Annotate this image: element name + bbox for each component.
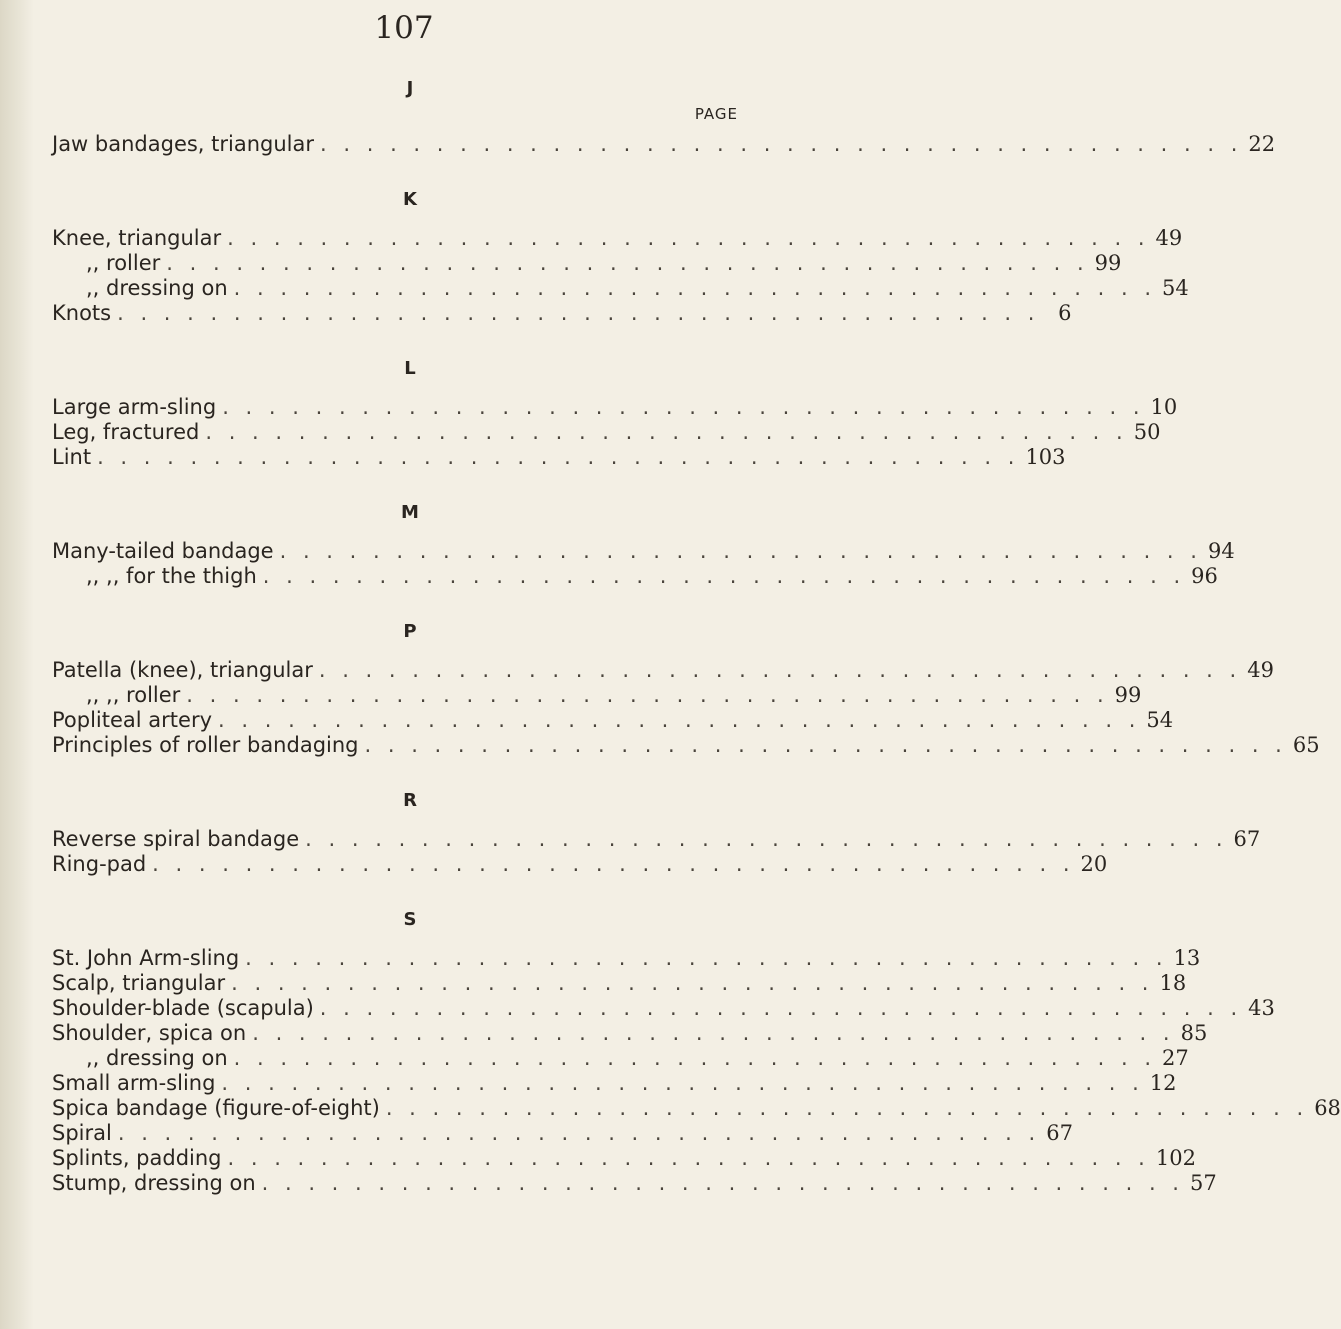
index-entry [52, 1046, 1189, 1071]
dot-leader: . . . . . . . . . . . . . . . . . . . . . . . . . . . . . . . . . . . . . . . . [227, 226, 1150, 250]
index-entry [52, 852, 1108, 877]
index-entry [52, 1021, 1208, 1046]
index-entry [52, 708, 1174, 733]
index-entry [52, 996, 1275, 1021]
entry-label: Spiral [52, 1121, 112, 1145]
entry-page-number: 102 [1155, 1146, 1196, 1170]
page-column-header: PAGE [694, 105, 738, 123]
entry-page-number: 68 [1314, 1096, 1341, 1120]
index-entry [52, 420, 1161, 445]
index-entry [52, 1096, 1341, 1121]
entry-label: St. John Arm-sling [52, 946, 240, 970]
dot-leader: . . . . . . . . . . . . . . . . . . . . . . . . . . . . . . . . . . . . . . . . [117, 1121, 1041, 1145]
entry-label: ,, dressing on [86, 276, 228, 300]
entry-page-number: 12 [1149, 1071, 1177, 1095]
dot-leader: . . . . . . . . . . . . . . . . . . . . . . . . . . . . . . . . . . . . . . . . [245, 946, 1168, 970]
entry-page-number: 10 [1150, 395, 1178, 419]
entry-page-number: 18 [1159, 971, 1187, 995]
section-letter: R [403, 790, 417, 811]
section-letter: K [403, 189, 417, 210]
entry-label: Shoulder-blade (scapula) [52, 996, 314, 1020]
dot-leader: . . . . . . . . . . . . . . . . . . . . . . . . . . . . . . . . . . . . . . . . [320, 132, 1243, 156]
index-entry [52, 1171, 1217, 1196]
entry-label: Knots [52, 301, 112, 325]
index-entry [52, 827, 1261, 852]
entry-page-number: 99 [1094, 251, 1122, 275]
index-entry [52, 276, 1189, 301]
dot-leader: . . . . . . . . . . . . . . . . . . . . . . . . . . . . . . . . . . . . . . . . [222, 395, 1145, 419]
entry-page-number: 6 [1058, 301, 1072, 325]
entry-page-number: 96 [1191, 564, 1218, 588]
dot-leader: . . . . . . . . . . . . . . . . . . . . . . . . . . . . . . . . . . . . . . . . [117, 301, 1040, 325]
dot-leader: . . . . . . . . . . . . . . . . . . . . . . . . . . . . . . . . . . . . . . . . [319, 996, 1243, 1020]
entry-page-number: 67 [1233, 827, 1261, 851]
index-entry [52, 1146, 1196, 1171]
dot-leader: . . . . . . . . . . . . . . . . . . . . . . . . . . . . . . . . . . . . . . . . [262, 564, 1186, 588]
entry-label: Knee, triangular [52, 226, 222, 250]
entry-label: Splints, padding [52, 1146, 222, 1170]
entry-label: Principles of roller bandaging [52, 733, 359, 757]
dot-leader: . . . . . . . . . . . . . . . . . . . . . . . . . . . . . . . . . . . . . . . . [364, 733, 1287, 757]
index-section-r [52, 788, 1261, 877]
entry-label: Reverse spiral bandage [52, 827, 300, 851]
dot-leader: . . . . . . . . . . . . . . . . . . . . . . . . . . . . . . . . . . . . . . . . [152, 852, 1075, 876]
dot-leader: . . . . . . . . . . . . . . . . . . . . . . . . . . . . . . . . . . . . . . . . [227, 1146, 1150, 1170]
section-letter: P [403, 621, 417, 642]
index-entry [52, 733, 1320, 758]
dot-leader: . . . . . . . . . . . . . . . . . . . . . . . . . . . . . . . . . . . . . . . . [233, 1046, 1156, 1070]
entry-label: ,, roller [86, 251, 161, 275]
dot-leader: . . . . . . . . . . . . . . . . . . . . . . . . . . . . . . . . . . . . . . . . [261, 1171, 1184, 1195]
entry-label: Jaw bandages, triangular [52, 132, 315, 156]
entry-page-number: 13 [1173, 946, 1201, 970]
entry-page-number: 43 [1248, 996, 1275, 1020]
entry-page-number: 65 [1292, 733, 1320, 757]
dot-leader: . . . . . . . . . . . . . . . . . . . . . . . . . . . . . . . . . . . . . . . . [218, 708, 1141, 732]
index-entry [52, 658, 1274, 683]
dot-leader: . . . . . . . . . . . . . . . . . . . . . . . . . . . . . . . . . . . . . . . . [385, 1096, 1309, 1120]
index-entry [52, 301, 1072, 326]
entry-page-number: 27 [1162, 1046, 1189, 1070]
entry-page-number: 54 [1146, 708, 1174, 732]
index-list [52, 76, 1341, 1196]
entry-label: Many-tailed bandage [52, 539, 274, 563]
entry-label: Large arm-sling [52, 395, 217, 419]
index-entry [52, 971, 1187, 996]
index-section-m [52, 500, 1235, 589]
entry-page-number: 54 [1162, 276, 1189, 300]
dot-leader: . . . . . . . . . . . . . . . . . . . . . . . . . . . . . . . . . . . . . . . . [233, 276, 1156, 300]
entry-label: Leg, fractured [52, 420, 200, 444]
entry-label: Ring-pad [52, 852, 147, 876]
dot-leader: . . . . . . . . . . . . . . . . . . . . . . . . . . . . . . . . . . . . . . . . [252, 1021, 1175, 1045]
index-entry [52, 539, 1235, 564]
entry-page-number: 85 [1180, 1021, 1208, 1045]
entry-label: Lint [52, 445, 92, 469]
index-section-l [52, 356, 1178, 470]
dot-leader: . . . . . . . . . . . . . . . . . . . . . . . . . . . . . . . . . . . . . . . . [221, 1071, 1144, 1095]
dot-leader: . . . . . . . . . . . . . . . . . . . . . . . . . . . . . . . . . . . . . . . . [97, 445, 1020, 469]
index-entry [52, 564, 1218, 589]
index-entry [52, 226, 1183, 251]
entry-label: Stump, dressing on [52, 1171, 256, 1195]
entry-page-number: 20 [1080, 852, 1108, 876]
dot-leader: . . . . . . . . . . . . . . . . . . . . . . . . . . . . . . . . . . . . . . . . [318, 658, 1242, 682]
entry-page-number: 57 [1189, 1171, 1217, 1195]
entry-page-number: 94 [1207, 539, 1235, 563]
page-edge-shadow [0, 0, 34, 1329]
index-entry [52, 1071, 1177, 1096]
section-letter: L [404, 358, 416, 379]
index-entry [52, 683, 1142, 708]
index-entry [52, 395, 1178, 420]
index-section-p [52, 619, 1320, 758]
index-entry [52, 132, 1276, 157]
index-section-j [52, 76, 1276, 157]
dot-leader: . . . . . . . . . . . . . . . . . . . . . . . . . . . . . . . . . . . . . . . . [166, 251, 1089, 275]
entry-label: ,, ,, for the thigh [86, 564, 257, 588]
entry-page-number: 99 [1114, 683, 1142, 707]
entry-label: ,, dressing on [86, 1046, 228, 1070]
index-entry [52, 251, 1122, 276]
entry-label: Patella (knee), triangular [52, 658, 313, 682]
entry-label: Small arm-sling [52, 1071, 216, 1095]
entry-label: Scalp, triangular [52, 971, 226, 995]
entry-page-number: 67 [1046, 1121, 1073, 1145]
dot-leader: . . . . . . . . . . . . . . . . . . . . . . . . . . . . . . . . . . . . . . . . [186, 683, 1109, 707]
index-entry [52, 1121, 1073, 1146]
index-section-s [52, 907, 1341, 1196]
index-entry [52, 445, 1066, 470]
section-letter: S [403, 909, 417, 930]
dot-leader: . . . . . . . . . . . . . . . . . . . . . . . . . . . . . . . . . . . . . . . . [305, 827, 1228, 851]
section-letter: J [406, 78, 414, 99]
entry-label: ,, ,, roller [86, 683, 181, 707]
dot-leader: . . . . . . . . . . . . . . . . . . . . . . . . . . . . . . . . . . . . . . . . [231, 971, 1154, 995]
entry-page-number: 50 [1133, 420, 1161, 444]
entry-page-number: 22 [1248, 132, 1276, 156]
entry-page-number: 49 [1155, 226, 1183, 250]
index-entry [52, 946, 1201, 971]
dot-leader: . . . . . . . . . . . . . . . . . . . . . . . . . . . . . . . . . . . . . . . . [279, 539, 1202, 563]
entry-label: Popliteal artery [52, 708, 213, 732]
dot-leader: . . . . . . . . . . . . . . . . . . . . . . . . . . . . . . . . . . . . . . . . [205, 420, 1128, 444]
entry-label: Shoulder, spica on [52, 1021, 247, 1045]
entry-page-number: 103 [1025, 445, 1066, 469]
page-number: 107 [374, 10, 434, 46]
entry-page-number: 49 [1247, 658, 1274, 682]
section-letter: M [401, 502, 419, 523]
index-section-k [52, 187, 1189, 326]
entry-label: Spica bandage (figure-of-eight) [52, 1096, 380, 1120]
